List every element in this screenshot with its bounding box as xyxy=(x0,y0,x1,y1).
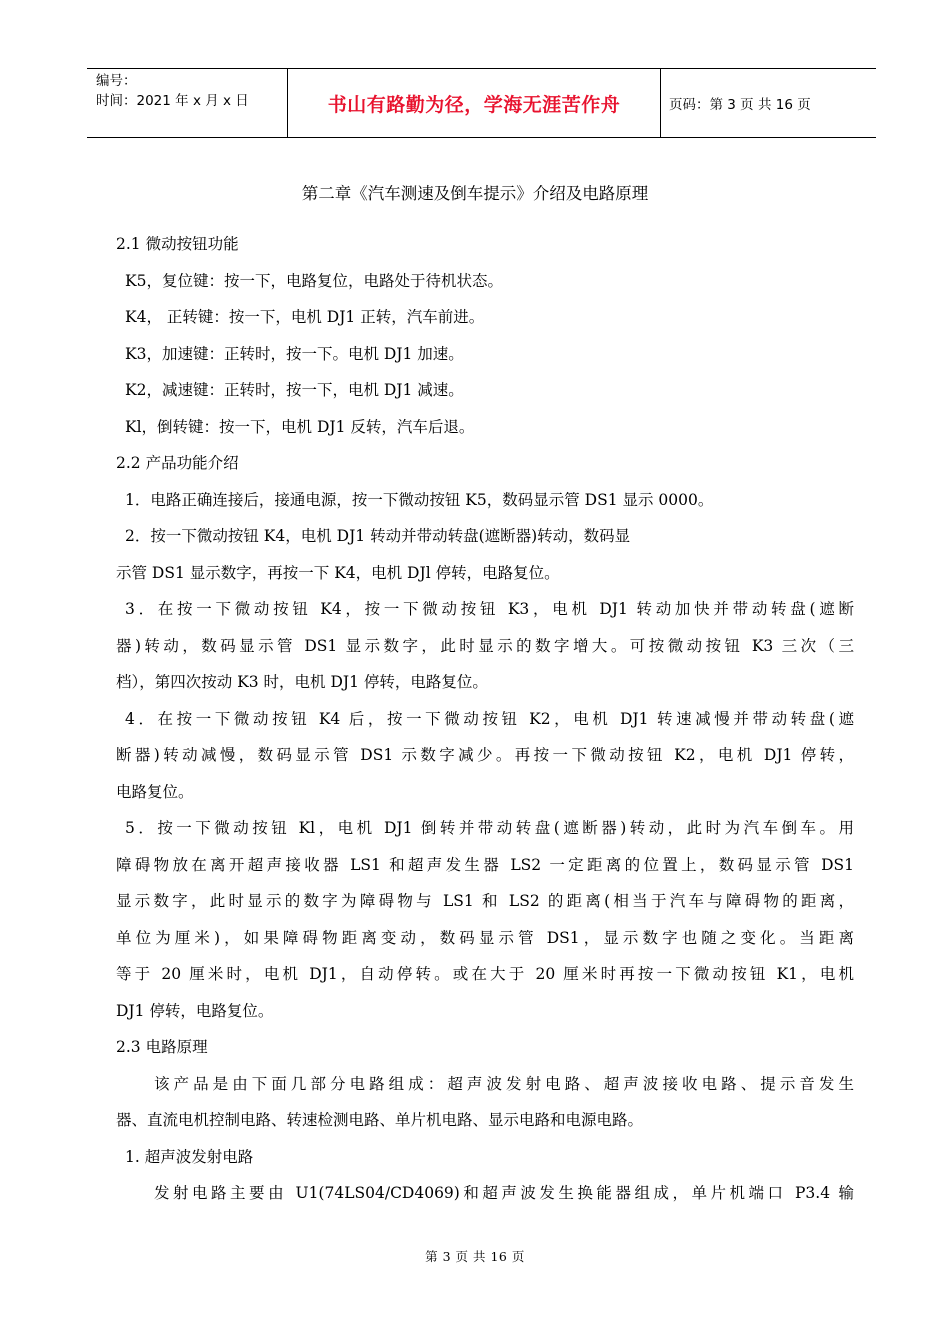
section-heading: 2.2 产品功能介绍 xyxy=(116,454,239,472)
text-line: K3，加速键：正转时，按一下。电机 DJ1 加速。 xyxy=(125,344,464,363)
text-line: K2，减速键：正转时，按一下，电机 DJ1 减速。 xyxy=(125,381,464,399)
text-line: 器)转动，数码显示管 DS1 显示数字，此时显示的数字增大。可按微动按钮 K3 三次（三 xyxy=(116,636,854,655)
header-page-number xyxy=(669,69,876,137)
text-line: Kl，倒转键：按一下，电机 DJ1 反转，汽车后退。 xyxy=(125,417,475,436)
text-line: DJ1 停转，电路复位。 xyxy=(116,1001,274,1020)
text-line: K5，复位键：按一下，电路复位，电路处于待机状态。 xyxy=(125,271,503,290)
text-line: 1．电路正确连接后，接通电源，按一下微动按钮 K5，数码显示管 DS1 显示 0000。 xyxy=(125,490,714,509)
text-line: 发射电路主要由 U1(74LS04/CD4069)和超声波发生换能器组成，单片机端口 P3.4 输 xyxy=(154,1184,854,1202)
chapter-title: 第二章《汽车测速及倒车提示》介绍及电路原理 xyxy=(301,184,649,203)
text-line: K4， 正转键：按一下，电机 DJ1 正转，汽车前进。 xyxy=(125,308,485,326)
text-line: 断器)转动减慢，数码显示管 DS1 示数字减少。再按一下微动按钮 K2，电机 DJ1 停转， xyxy=(116,746,854,764)
header-info-cell xyxy=(87,69,287,137)
header-divider xyxy=(660,69,661,137)
text-line: 5．按一下微动按钮 Kl，电机 DJ1 倒转并带动转盘(遮断器)转动，此时为汽车倒车。用 xyxy=(125,819,854,837)
text-line: 2．按一下微动按钮 K4，电机 DJ1 转动并带动转盘(遮断器)转动，数码显 xyxy=(125,527,631,545)
text-line: 器、直流电机控制电路、转速检测电路、单片机电路、显示电路和电源电路。 xyxy=(116,1111,644,1129)
section-heading: 2.1 微动按钮功能 xyxy=(116,235,239,253)
document-number-label: 编号： xyxy=(96,73,137,89)
text-line: 该产品是由下面几部分电路组成：超声波发射电路、超声波接收电路、提示音发生 xyxy=(154,1074,854,1093)
page-footer: 第 3 页 共 16 页 xyxy=(425,1249,525,1264)
subsection-heading: 1. 超声波发射电路 xyxy=(125,1147,254,1166)
header-page-label: 页码：第 3 页 共 16 页 xyxy=(669,97,811,113)
text-line: 等于 20 厘米时，电机 DJ1，自动停转。或在大于 20 厘米时再按一下微动按钮 K1，电机 xyxy=(116,965,854,983)
text-line: 档），第四次按动 K3 时，电机 DJ1 停转，电路复位。 xyxy=(116,673,488,691)
header-motto: 书山有路勤为径，学海无涯苦作舟 xyxy=(327,93,621,116)
text-line: 单位为厘米)，如果障碍物距离变动，数码显示管 DS1，显示数字也随之变化。当距离 xyxy=(116,928,854,947)
text-line: 4．在按一下微动按钮 K4 后，按一下微动按钮 K2，电机 DJ1 转速减慢并带动转盘(遮 xyxy=(125,709,854,728)
section-heading: 2.3 电路原理 xyxy=(116,1038,208,1056)
text-line: 示管 DS1 显示数字，再按一下 K4，电机 DJl 停转，电路复位。 xyxy=(116,563,560,582)
page-header xyxy=(87,68,876,138)
text-line: 显示数字，此时显示的数字为障碍物与 LS1 和 LS2 的距离(相当于汽车与障碍物的距离， xyxy=(116,892,854,910)
text-line: 电路复位。 xyxy=(116,782,194,801)
document-time-label: 时间：2021 年 x 月 x 日 xyxy=(96,93,249,109)
text-line: 3．在按一下微动按钮 K4，按一下微动按钮 K3，电机 DJ1 转动加快并带动转盘(遮断 xyxy=(125,600,854,618)
document-body xyxy=(116,226,854,1212)
text-line: 障碍物放在离开超声接收器 LS1 和超声发生器 LS2 一定距离的位置上，数码显示管 DS1 xyxy=(116,855,854,874)
